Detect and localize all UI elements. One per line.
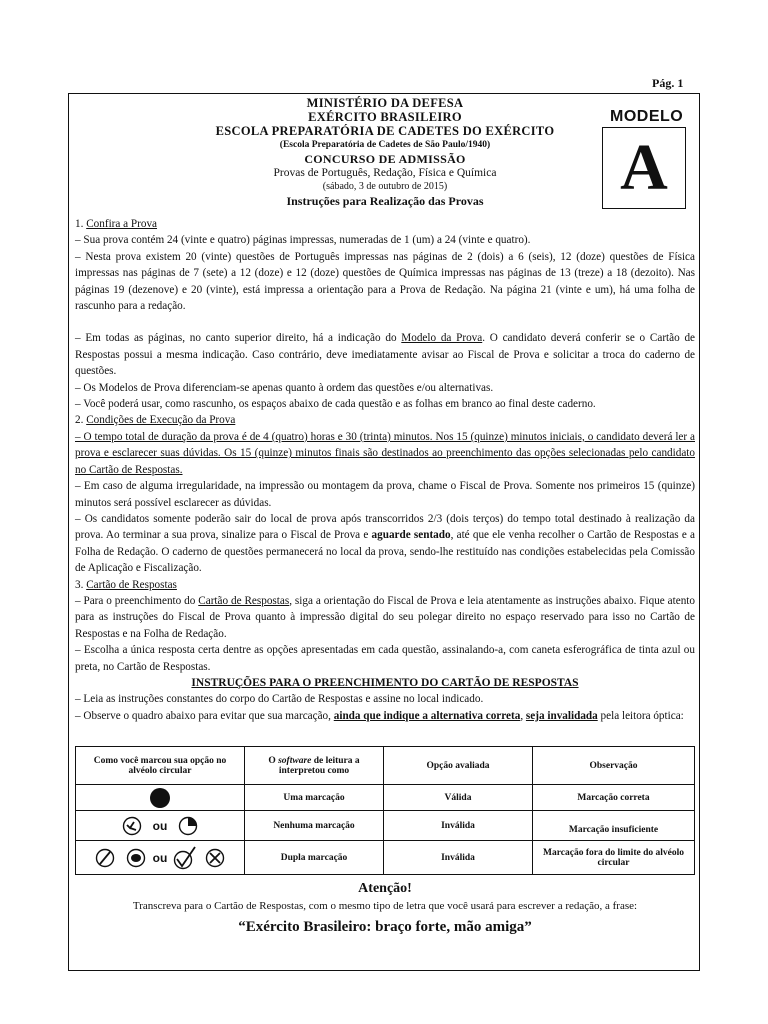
or-label: ou xyxy=(152,850,168,865)
section1-heading: 1. Confira a Prova xyxy=(75,218,158,230)
section1-p2: – Nesta prova existem 20 (vinte) questões de Português impressas nas páginas de 2 (dois) a 6 (seis), 12 (doze) questões de Física impressas nas páginas de 7 (sete) a 12 (doze) e 12 (doze) questões de Química impressas nas páginas de 13 (treze) a 18 (dezoito). Nas páginas 19 (dezenove) e 20 (vinte), está impressa a orientação para a Prova de Redação. Na página 21 (vinte e um), há uma folha de rascunho para a redação. xyxy=(75,250,695,313)
attention-title: Atenção! xyxy=(358,881,412,896)
answer-card-instructions-title: INSTRUÇÕES PARA O PREENCHIMENTO DO CARTÃO DE RESPOSTAS xyxy=(191,676,579,689)
section3-p1: – Para o preenchimento do Cartão de Respostas, siga a orientação do Fiscal de Prova e leia atentamente as instruções abaixo. Fique atento para as instruções do Fiscal de Prova quanto à impressão digital do seu polegar direito no espaço reservado para isso no Cartão de Respostas e na Folha de Redação. xyxy=(75,594,696,640)
modelo-label: MODELO xyxy=(610,108,684,125)
marking-example-double xyxy=(76,841,245,875)
page-number: Pág. 1 xyxy=(652,76,684,90)
row2-obs: Marcação insuficiente xyxy=(533,811,695,841)
section1-p4: – Os Modelos de Prova diferenciam-se apenas quanto à ordem das questões e/ou alternativas. xyxy=(75,381,494,394)
section2-p2: – Em caso de alguma irregularidade, na impressão ou montagem da prova, chame o Fiscal de Prova. Somente nos primeiros 15 (quinze) minutos será possível esclarecer as dúvidas. xyxy=(75,480,695,509)
section2-p3: – Os candidatos somente poderão sair do local de prova após transcorridos 2/3 (dois terços) do tempo total destinado à realização da prova. Ao terminar a sua prova, sinalize para o Fiscal de Prova e aguarde sentado, até que ele venha recolher o Cartão de Respostas e a Folha de Redação. O caderno de questões permanecerá no local da prova, sendo-lhe restituído nas condições estabelecidas pela Comissão de Aplicação e Fiscalização. xyxy=(75,512,695,575)
section3-p2: – Escolha a única resposta certa dentre as opções apresentadas em cada questão, assinalando-a, com caneta esferográfica de tinta azul ou preta, no Cartão de Respostas. xyxy=(75,644,695,673)
row1-eval: Válida xyxy=(384,785,533,811)
row3-interp: Dupla marcação xyxy=(245,841,384,875)
contest-title: CONCURSO DE ADMISSÃO xyxy=(304,152,466,166)
row2-interp: Nenhuma marcação xyxy=(245,811,384,841)
school-subtitle: (Escola Preparatória de Cadetes de São Paulo/1940) xyxy=(279,140,491,150)
row3-obs: Marcação fora do limite do alvéolo circular xyxy=(533,841,695,875)
col-header-evaluated: Opção avaliada xyxy=(384,747,533,785)
col-header-software: O software de leitura a interpretou como xyxy=(245,747,384,785)
section4-p1: – Leia as instruções constantes do corpo do Cartão de Respostas e assine no local indicado. xyxy=(75,693,484,706)
section1-p3: – Em todas as páginas, no canto superior direito, há a indicação do Modelo da Prova. O candidato deverá conferir se o Cartão de Respostas possui a mesma indicação. Caso contrário, deve imediatamente avisar ao Fiscal de Prova e solicitar a troca do caderno de questões. xyxy=(75,332,696,378)
section2-p1: – O tempo total de duração da prova é de 4 (quatro) horas e 30 (trinta) minutos. Nos 15 (quinze) minutos iniciais, o candidato deverá ler a prova e esclarecer suas dúvidas. Os 15 (quinze) minutos finais são destinados ao preenchimento das opções selecionadas pelo candidato no Cartão de Respostas. xyxy=(75,430,695,476)
exam-cover-frame xyxy=(68,93,700,971)
section3-heading: 3. Cartão de Respostas xyxy=(75,578,177,591)
exam-subjects: Provas de Português, Redação, Física e Química xyxy=(273,167,497,179)
table-row xyxy=(76,785,695,811)
army-title: EXÉRCITO BRASILEIRO xyxy=(308,110,462,124)
attention-block xyxy=(69,880,701,940)
col-header-marking: Como você marcou sua opção no alvéolo circular xyxy=(76,747,245,785)
row3-eval: Inválida xyxy=(384,841,533,875)
instructions-title: Instruções para Realização das Provas xyxy=(286,194,484,208)
table-header-row xyxy=(76,747,695,785)
or-label: ou xyxy=(152,818,168,833)
motto-quote: “Exército Brasileiro: braço forte, mão amiga” xyxy=(238,919,532,935)
partial-mark-icon xyxy=(122,816,142,836)
crescent-mark-icon xyxy=(178,816,198,836)
section1-p5: – Você poderá usar, como rascunho, os espaços abaixo de cada questão e as folhas em branco ao final deste caderno. xyxy=(75,398,596,411)
instructions-body xyxy=(75,216,695,724)
x-mark-icon xyxy=(205,848,225,868)
ministry-title: MINISTÉRIO DA DEFESA xyxy=(306,96,464,110)
check-mark-icon xyxy=(173,845,197,871)
exam-date: (sábado, 3 de outubro de 2015) xyxy=(322,181,448,192)
section4-p2: – Observe o quadro abaixo para evitar que sua marcação, ainda que indique a alternativa correta, seja invalidada pela leitora óptica: xyxy=(75,709,684,722)
row2-eval: Inválida xyxy=(384,811,533,841)
section2-heading: 2. Condições de Execução da Prova xyxy=(75,414,236,427)
marking-example-correct xyxy=(76,785,245,811)
col-header-observation: Observação xyxy=(533,747,695,785)
slash-mark-icon xyxy=(95,848,115,868)
table-row xyxy=(76,841,695,875)
filled-bubble-icon xyxy=(149,787,171,809)
small-dot-icon xyxy=(125,848,147,868)
marking-table xyxy=(75,746,695,875)
section1-p1: – Sua prova contém 24 (vinte e quatro) páginas impressas, numeradas de 1 (um) a 24 (vinte e quatro). xyxy=(75,234,531,247)
attention-text: Transcreva para o Cartão de Respostas, com o mesmo tipo de letra que você usará para escrever a redação, a frase: xyxy=(132,900,638,912)
row1-interp: Uma marcação xyxy=(245,785,384,811)
row1-obs: Marcação correta xyxy=(533,785,695,811)
modelo-letter-box: A xyxy=(602,127,686,209)
school-title: ESCOLA PREPARATÓRIA DE CADETES DO EXÉRCITO xyxy=(215,124,555,138)
table-row xyxy=(76,811,695,841)
marking-example-insufficient xyxy=(76,811,245,841)
